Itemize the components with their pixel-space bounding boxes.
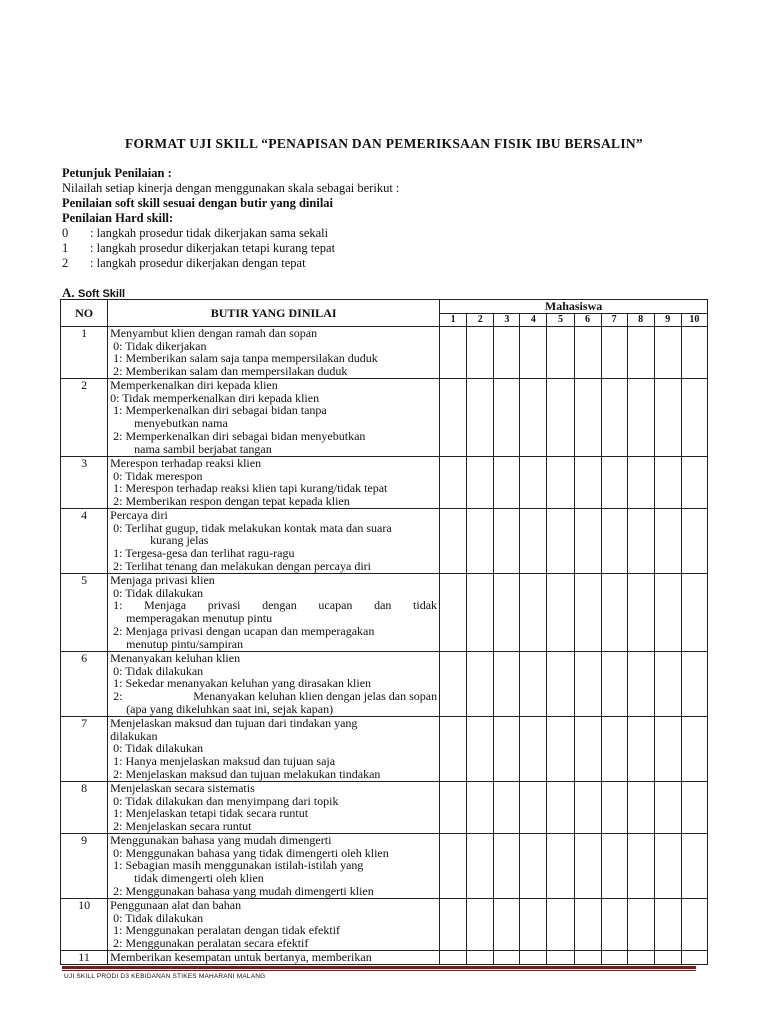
row-number: 9 [61,834,108,899]
score-cell[interactable] [681,457,707,509]
student-number: 5 [547,314,574,327]
score-cell[interactable] [467,509,494,574]
score-cell[interactable] [681,652,707,717]
score-cell[interactable] [440,834,467,899]
item-option-continued: nama sambil berjabat tangan [134,441,272,456]
scale-value: 1 [62,241,69,255]
score-cell[interactable] [440,951,467,965]
item-title: Menjelaskan secara sistematis [110,781,255,795]
row-item [108,457,440,509]
item-title: Memperkenalkan diri kepada klien [110,378,278,392]
score-cell[interactable] [627,509,654,574]
score-cell[interactable] [601,899,627,951]
student-number: 4 [520,314,547,327]
item-option: 1: Memperkenalkan diri sebagai bidan tanpa [113,403,327,418]
score-cell[interactable] [654,717,681,782]
score-cell[interactable] [467,457,494,509]
score-cell[interactable] [574,327,601,379]
item-option-continued: memperagakan menutup pintu [126,611,273,626]
scale-item-1 [62,241,335,256]
score-cell[interactable] [467,782,494,834]
item-option-continued: menyebutkan nama [134,416,228,431]
score-cell[interactable] [467,574,494,652]
score-cell[interactable] [601,327,627,379]
row-number: 5 [61,574,108,652]
soft-skill-note: Penilaian soft skill sesuai dengan butir yang dinilai [62,196,334,210]
score-cell[interactable] [654,509,681,574]
item-option: 2: Menjaga privasi dengan ucapan dan memperagakan [113,623,375,638]
table-row [61,834,708,899]
score-cell[interactable] [654,379,681,457]
footer-rule [62,966,696,969]
section-title: Soft Skill [78,288,126,300]
score-cell[interactable] [520,951,547,965]
item-option: 0: Tidak merespon [113,468,203,483]
score-cell[interactable] [681,574,707,652]
score-cell[interactable] [467,379,494,457]
score-cell[interactable] [574,951,601,965]
row-item [108,652,440,717]
score-cell[interactable] [654,899,681,951]
score-cell[interactable] [520,574,547,652]
row-item [108,782,440,834]
score-cell[interactable] [547,379,574,457]
score-cell[interactable] [574,509,601,574]
student-number: 10 [681,314,707,327]
student-number: 6 [574,314,601,327]
row-number: 6 [61,652,108,717]
score-cell[interactable] [494,951,520,965]
row-number: 2 [61,379,108,457]
scale-text: : langkah prosedur dikerjakan tetapi kurang tepat [90,241,336,255]
item-title: Memberikan kesempatan untuk bertanya, memberikan [110,950,372,964]
score-cell[interactable] [520,834,547,899]
header-students: Mahasiswa [440,300,708,314]
item-option-continued: tidak dimengerti oleh klien [134,871,264,886]
score-cell[interactable] [467,899,494,951]
table-row [61,327,708,379]
score-cell[interactable] [601,457,627,509]
row-number: 8 [61,782,108,834]
item-option: 0: Tidak memperkenalkan diri kepada klien [110,390,320,405]
score-cell[interactable] [440,379,467,457]
item-option: 1: Menjelaskan tetapi tidak secara runtut [113,806,309,821]
footer-rule-thin [62,970,696,971]
score-cell[interactable] [547,951,574,965]
score-cell[interactable] [681,717,707,782]
item-title: Menanyakan keluhan klien [110,651,241,665]
score-cell[interactable] [440,717,467,782]
score-cell[interactable] [601,509,627,574]
score-cell[interactable] [520,899,547,951]
item-option: 0: Terlihat gugup, tidak melakukan kontak mata dan suara [113,520,392,535]
table-row [61,951,708,965]
row-number: 10 [61,899,108,951]
score-cell[interactable] [627,782,654,834]
score-cell[interactable] [654,834,681,899]
scale-item-0 [62,226,328,241]
item-option: 1: Sekedar menanyakan keluhan yang dirasakan klien [113,676,372,691]
word: dan [374,598,392,613]
score-cell[interactable] [601,379,627,457]
score-cell[interactable] [494,899,520,951]
score-cell[interactable] [494,782,520,834]
score-cell[interactable] [574,834,601,899]
score-cell[interactable] [681,899,707,951]
score-cell[interactable] [547,457,574,509]
score-cell[interactable] [440,574,467,652]
document-title: FORMAT UJI SKILL “PENAPISAN DAN PEMERIKSAAN FISIK IBU BERSALIN” [125,136,643,151]
item-option: 2: Menggunakan peralatan secara efektif [113,936,309,951]
item-option: 2: Memperkenalkan diri sebagai bidan menyebutkan [113,428,366,443]
item-option: 0: Menggunakan bahasa yang tidak dimengerti oleh klien [113,845,389,860]
item-title: Merespon terhadap reaksi klien [110,456,262,470]
score-cell[interactable] [601,652,627,717]
score-cell[interactable] [547,574,574,652]
item-option: 2: Menjelaskan secara runtut [113,819,252,834]
row-number: 4 [61,509,108,574]
word: privasi [207,598,241,613]
score-cell[interactable] [681,379,707,457]
assessment-table [60,299,708,965]
score-cell[interactable] [574,652,601,717]
row-item [108,834,440,899]
word: 1: [113,598,123,613]
item-option: 1: Memberikan salam saja tanpa mempersilakan duduk [113,351,378,366]
option-text: Menanyakan keluhan klien dengan jelas dan sopan [193,689,438,704]
instructions-heading: Petunjuk Penilaian : [62,166,172,180]
score-cell[interactable] [494,717,520,782]
item-option-continued: (apa yang dikeluhkan saat ini, sejak kapan) [126,701,334,716]
row-number: 11 [61,951,108,965]
scale-text: : langkah prosedur dikerjakan dengan tepat [90,256,306,270]
score-cell[interactable] [654,327,681,379]
row-number: 1 [61,327,108,379]
table-row [61,457,708,509]
score-cell[interactable] [494,509,520,574]
item-option: 1: Sebagian masih menggunakan istilah-istilah yang [113,858,364,873]
score-cell[interactable] [574,457,601,509]
item-option: 0: Tidak dilakukan [113,910,204,925]
score-cell[interactable] [627,834,654,899]
item-title: Penggunaan alat dan bahan [110,898,242,912]
score-cell[interactable] [601,951,627,965]
scale-value: 2 [62,256,69,270]
score-cell[interactable] [520,652,547,717]
score-cell[interactable] [601,834,627,899]
item-option: 1: Tergesa-gesa dan terlihat ragu-ragu [113,546,295,561]
student-number: 2 [467,314,494,327]
score-cell[interactable] [627,717,654,782]
score-cell[interactable] [440,652,467,717]
score-cell[interactable] [547,899,574,951]
score-cell[interactable] [574,574,601,652]
scale-text: : langkah prosedur tidak dikerjakan sama sekali [90,226,329,240]
score-cell[interactable] [467,717,494,782]
score-cell[interactable] [574,379,601,457]
footer-text: UJI SKILL PRODI D3 KEBIDANAN STIKES MAHARANI MALANG [64,973,266,980]
score-cell[interactable] [654,652,681,717]
score-cell[interactable] [467,834,494,899]
score-cell[interactable] [654,782,681,834]
item-option: 0: Tidak dikerjakan [113,338,207,353]
scale-item-2 [62,256,306,271]
row-number: 3 [61,457,108,509]
item-title: Menyambut klien dengan ramah dan sopan [110,326,318,340]
score-cell[interactable] [654,951,681,965]
score-cell[interactable] [654,574,681,652]
score-cell[interactable] [494,834,520,899]
score-cell[interactable] [574,782,601,834]
score-cell[interactable] [440,457,467,509]
word: dengan [262,598,297,613]
item-option: 1: Hanya menjelaskan maksud dan tujuan saja [113,754,336,769]
score-cell[interactable] [440,899,467,951]
row-item [108,327,440,379]
item-option: 0: Tidak dilakukan [113,585,204,600]
score-cell[interactable] [547,834,574,899]
student-number: 8 [627,314,654,327]
score-cell[interactable] [494,652,520,717]
item-option: 0: Tidak dilakukan [113,663,204,678]
item-title: Percaya diri [110,508,168,522]
table-row [61,899,708,951]
score-cell[interactable] [467,327,494,379]
student-number: 7 [601,314,627,327]
score-cell[interactable] [440,327,467,379]
word: ucapan [318,598,353,613]
score-cell[interactable] [440,509,467,574]
row-item [108,951,440,965]
item-title-continued: dilakukan [110,728,158,743]
score-cell[interactable] [601,782,627,834]
scale-value: 0 [62,226,69,240]
score-cell[interactable] [520,509,547,574]
score-cell[interactable] [681,782,707,834]
score-cell[interactable] [627,379,654,457]
row-item [108,574,440,652]
student-number: 3 [494,314,520,327]
score-cell[interactable] [627,951,654,965]
item-title: Menggunakan bahasa yang mudah dimengerti [110,833,332,847]
table-row [61,379,708,457]
student-number: 9 [654,314,681,327]
score-cell[interactable] [494,327,520,379]
item-option: 0: Tidak dilakukan dan menyimpang dari topik [113,793,339,808]
item-option: 1: Merespon terhadap reaksi klien tapi kurang/tidak tepat [113,481,388,496]
score-cell[interactable] [494,457,520,509]
table-row [61,782,708,834]
score-cell[interactable] [547,717,574,782]
header-no: NO [61,300,108,327]
score-cell[interactable] [574,899,601,951]
score-cell[interactable] [520,782,547,834]
item-option-continued: menutup pintu/sampiran [126,636,244,651]
item-option: 2: Terlihat tenang dan melakukan dengan percaya diri [113,558,371,573]
section-letter: A. [62,285,75,300]
word: tidak [413,598,438,613]
score-cell[interactable] [520,327,547,379]
item-option: 1: Menggunakan peralatan dengan tidak efektif [113,923,341,938]
word: 2: [113,689,123,704]
score-cell[interactable] [520,457,547,509]
score-cell[interactable] [547,782,574,834]
score-cell[interactable] [520,379,547,457]
table-row [61,652,708,717]
header-item: BUTIR YANG DINILAI [108,300,440,327]
hard-skill-heading: Penilaian Hard skill: [62,211,174,225]
score-cell[interactable] [494,574,520,652]
score-cell[interactable] [627,327,654,379]
word: Menjaga [144,598,187,613]
score-cell[interactable] [547,327,574,379]
row-item [108,509,440,574]
item-option: 0: Tidak dilakukan [113,741,204,756]
score-cell[interactable] [681,834,707,899]
table-row [61,574,708,652]
table-row [61,509,708,574]
score-cell[interactable] [627,574,654,652]
table-row [61,717,708,782]
score-cell[interactable] [467,951,494,965]
item-option: 2: Memberikan salam dan mempersilakan duduk [113,364,348,379]
score-cell[interactable] [547,509,574,574]
item-title: Menjelaskan maksud dan tujuan dari tindakan yang [110,716,358,730]
score-cell[interactable] [627,457,654,509]
score-cell[interactable] [440,782,467,834]
score-cell[interactable] [494,379,520,457]
instructions-intro: Nilailah setiap kinerja dengan menggunakan skala sebagai berikut : [62,181,400,195]
score-cell[interactable] [601,717,627,782]
item-option: 2: Menjelaskan maksud dan tujuan melakukan tindakan [113,766,381,781]
score-cell[interactable] [654,457,681,509]
score-cell[interactable] [681,951,707,965]
score-cell[interactable] [574,717,601,782]
score-cell[interactable] [547,652,574,717]
score-cell[interactable] [627,652,654,717]
student-number: 1 [440,314,467,327]
score-cell[interactable] [520,717,547,782]
score-cell[interactable] [681,327,707,379]
row-item [108,379,440,457]
score-cell[interactable] [601,574,627,652]
item-option-justified [110,690,439,703]
item-title: Menjaga privasi klien [110,573,215,587]
score-cell[interactable] [627,899,654,951]
score-cell[interactable] [467,652,494,717]
row-number: 7 [61,717,108,782]
item-option: 2: Memberikan respon dengan tepat kepada klien [113,494,350,509]
row-item [108,717,440,782]
item-option-continued: kurang jelas [150,533,209,548]
score-cell[interactable] [681,509,707,574]
row-item [108,899,440,951]
item-option: 2: Menggunakan bahasa yang mudah dimengerti klien [113,883,374,898]
